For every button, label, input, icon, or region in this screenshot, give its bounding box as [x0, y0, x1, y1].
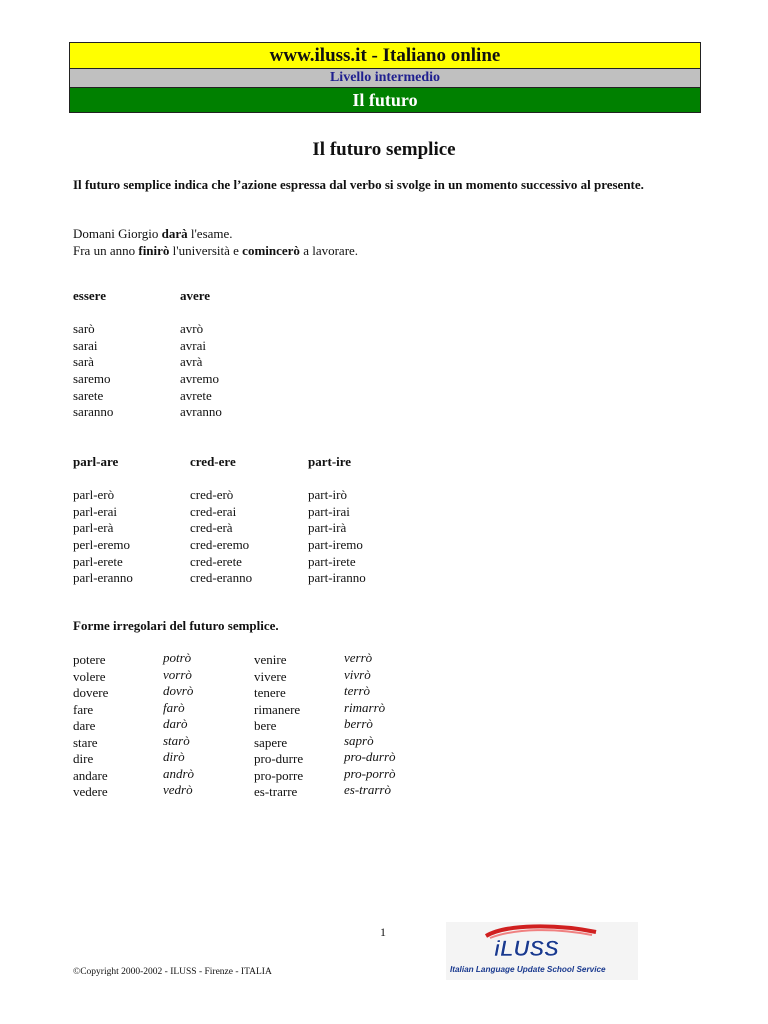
infinitive: fare — [73, 701, 94, 717]
verb-form: part-irai — [308, 503, 350, 519]
infinitive: dare — [73, 718, 96, 733]
intro-paragraph: Il futuro semplice indica che l’azione espressa dal verbo si svolge in un momento successivo al presente. — [73, 177, 644, 192]
irregular-infinitives-1 — [73, 652, 108, 801]
future-form: starò — [163, 732, 190, 748]
infinitive: tenere — [254, 685, 286, 700]
future-form: es-trarrò — [344, 782, 391, 797]
verb-form: avrete — [180, 387, 212, 403]
future-form: potrò — [163, 650, 192, 665]
example-sentence-1 — [73, 225, 233, 242]
site-title: www.iluss.it - Italiano online — [70, 43, 700, 69]
verb-form: part-irete — [308, 553, 356, 569]
infinitive: andare — [73, 767, 108, 783]
conjugation-ire — [308, 454, 366, 587]
future-form: saprò — [344, 732, 374, 748]
verb-form: sarò — [73, 321, 95, 337]
verb-form: cred-erà — [190, 520, 233, 536]
example-text: a lavorare. — [299, 243, 359, 258]
conjugation-are — [73, 454, 133, 587]
example-verb: finirò — [138, 243, 170, 258]
page-number: 1 — [380, 925, 386, 939]
irregular-futures-1 — [163, 650, 194, 799]
verb-form: avrà — [180, 354, 203, 370]
infinitive: stare — [73, 734, 98, 750]
page-title: Il futuro semplice — [312, 139, 456, 160]
verb-form: part-irò — [308, 487, 347, 503]
verb-form: avrò — [180, 321, 204, 337]
future-form: rimarrò — [344, 699, 386, 715]
column-header: avere — [180, 288, 211, 303]
verb-form: cred-erai — [190, 503, 237, 519]
verb-form: avrai — [180, 337, 206, 353]
verb-form: cred-eremo — [190, 536, 250, 552]
verb-form: perl-eremo — [73, 536, 131, 552]
column-header: essere — [73, 288, 106, 303]
future-form: dirò — [163, 749, 185, 764]
column-header: parl-are — [73, 454, 119, 469]
future-form: farò — [163, 699, 185, 715]
example-verb: darà — [161, 226, 188, 241]
verb-form: cred-erò — [190, 487, 234, 503]
conjugation-essere — [73, 288, 113, 421]
infinitive: volere — [73, 668, 106, 684]
irregular-futures-2 — [344, 650, 396, 799]
logo-text: iLUSS — [494, 936, 559, 961]
header-banner — [69, 42, 701, 113]
infinitive: pro-durre — [254, 751, 304, 766]
conjugation-ere — [190, 454, 252, 587]
infinitive: dire — [73, 751, 94, 766]
example-text: Domani Giorgio — [73, 226, 162, 241]
future-form: berrò — [344, 716, 373, 731]
verb-form: parl-erai — [73, 503, 118, 519]
infinitive: rimanere — [254, 701, 301, 717]
verb-form: parl-eranno — [73, 570, 133, 586]
infinitive: bere — [254, 718, 277, 733]
conjugation-avere — [180, 288, 222, 421]
verb-form: avremo — [180, 370, 219, 386]
infinitive: sapere — [254, 734, 288, 750]
future-form: andrò — [163, 765, 195, 781]
future-form: vedrò — [163, 782, 193, 797]
future-form: pro-durrò — [344, 749, 396, 764]
verb-form: avranno — [180, 404, 222, 420]
verb-form: sarete — [73, 387, 104, 403]
irregular-infinitives-2 — [254, 652, 303, 801]
future-form: verrò — [344, 650, 373, 665]
topic-label: Il futuro — [70, 88, 700, 112]
verb-form: saranno — [73, 404, 114, 420]
verb-form: cred-eranno — [190, 570, 253, 586]
future-form: darò — [163, 716, 188, 731]
verb-form: parl-erò — [73, 487, 115, 503]
example-text: l'esame. — [187, 226, 233, 241]
example-text: Fra un anno — [73, 243, 139, 258]
verb-form: parl-erà — [73, 520, 114, 536]
infinitive: potere — [73, 652, 106, 667]
infinitive: dovere — [73, 685, 109, 700]
example-text: l'università e — [169, 243, 243, 258]
verb-form: part-iremo — [308, 536, 363, 552]
verb-form: part-irà — [308, 520, 347, 536]
copyright-notice: ©Copyright 2000-2002 - ILUSS - Firenze - ITALIA — [73, 967, 272, 977]
verb-form: part-iranno — [308, 570, 366, 586]
verb-form: sarai — [73, 337, 98, 353]
irregular-heading: Forme irregolari del futuro semplice. — [73, 618, 279, 633]
verb-form: sarà — [73, 354, 94, 370]
future-form: vorrò — [163, 666, 192, 682]
future-form: dovrò — [163, 683, 194, 698]
infinitive: pro-porre — [254, 767, 304, 783]
example-sentence-2 — [73, 242, 358, 259]
logo-tagline: Italian Language Update School Service — [450, 965, 606, 974]
infinitive: vivere — [254, 668, 287, 684]
future-form: pro-porrò — [344, 765, 396, 781]
infinitive: venire — [254, 652, 287, 667]
verb-form: saremo — [73, 370, 111, 386]
infinitive: es-trarre — [254, 784, 298, 799]
column-header: cred-ere — [190, 454, 236, 469]
verb-form: parl-erete — [73, 553, 123, 569]
future-form: terrò — [344, 683, 370, 698]
infinitive: vedere — [73, 784, 108, 799]
verb-form: cred-erete — [190, 553, 242, 569]
future-form: vivrò — [344, 666, 371, 682]
level-label: Livello intermedio — [70, 69, 700, 88]
iluss-logo — [446, 922, 638, 980]
logo-graphic — [446, 922, 638, 980]
column-header: part-ire — [308, 454, 352, 469]
example-verb: comincerò — [242, 243, 300, 258]
